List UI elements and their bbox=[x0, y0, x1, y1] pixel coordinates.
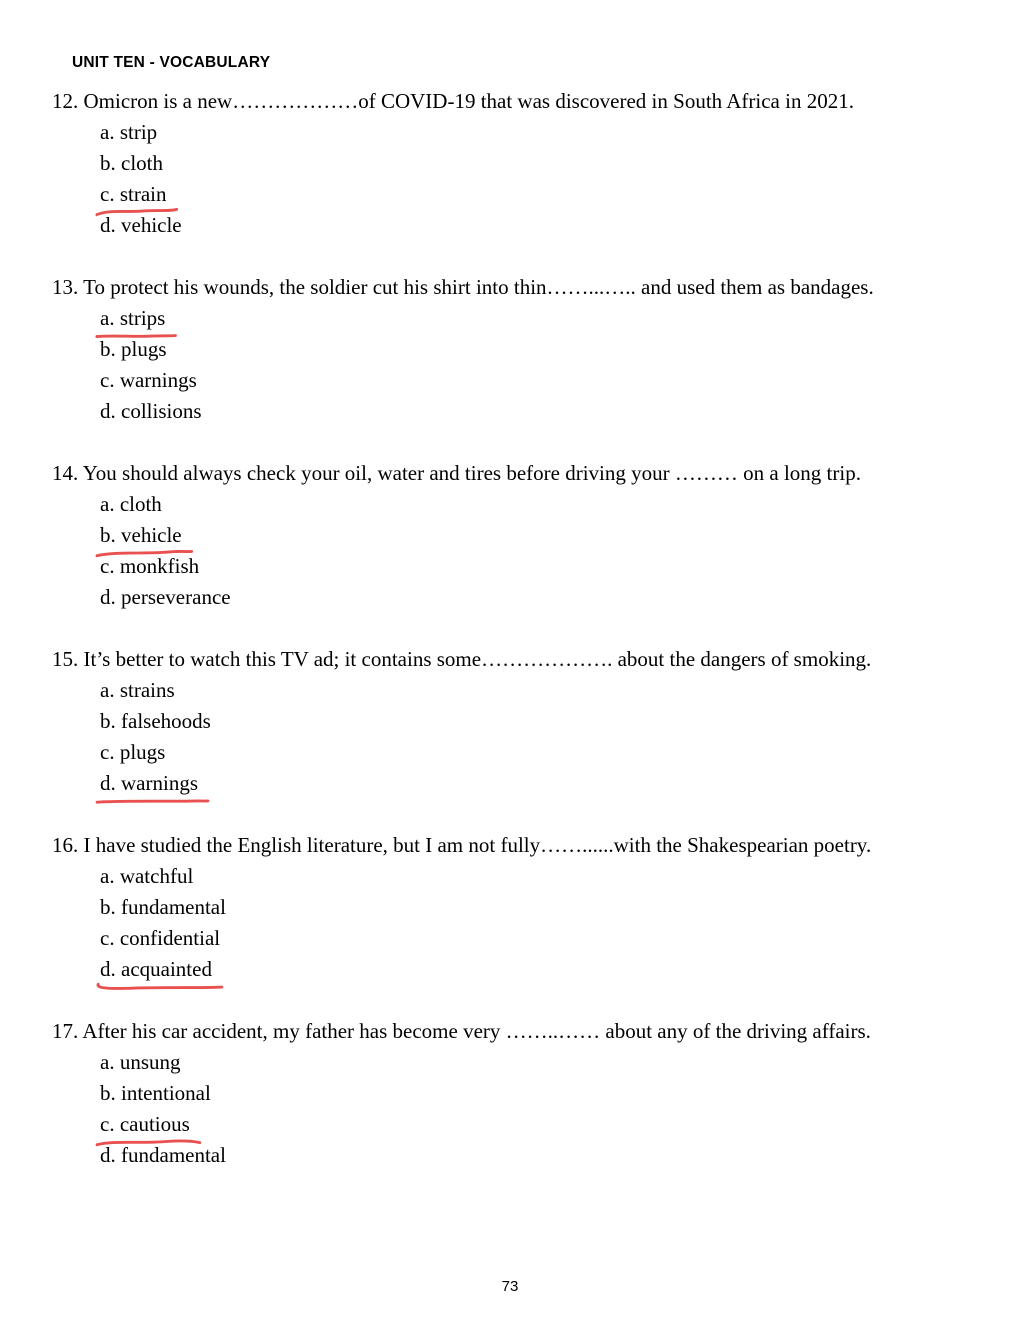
unit-header: UNIT TEN - VOCABULARY bbox=[72, 54, 271, 71]
answer-underline-mark bbox=[95, 981, 224, 992]
question-stem: 13. To protect his wounds, the soldier cut his shirt into thin……...….. and used them as bandages. bbox=[52, 275, 874, 299]
option-a: a. watchful bbox=[100, 864, 194, 888]
option-d: d. acquainted bbox=[100, 954, 982, 985]
option-c: c. plugs bbox=[100, 740, 166, 764]
options-list bbox=[52, 861, 982, 985]
option-d: d. perseverance bbox=[100, 585, 231, 609]
options-list bbox=[52, 1047, 982, 1171]
option-b: b. cloth bbox=[100, 151, 163, 175]
option-a: a. cloth bbox=[100, 492, 162, 516]
option-c: c. confidential bbox=[100, 926, 221, 950]
option-c: c. monkfish bbox=[100, 554, 200, 578]
option-b: b. vehicle bbox=[100, 520, 982, 551]
option-a: a. strips bbox=[100, 303, 982, 334]
answer-underline-mark bbox=[95, 795, 210, 806]
question-stem: 16. I have studied the English literature, but I am not fully……......with the Shakespearian poetry. bbox=[52, 833, 872, 857]
question-stem: 12. Omicron is a new………………of COVID-19 that was discovered in South Africa in 2021. bbox=[52, 89, 854, 113]
option-b: b. plugs bbox=[100, 337, 167, 361]
option-a: a. strains bbox=[100, 678, 175, 702]
question-stem: 15. It’s better to watch this TV ad; it contains some………………. about the dangers of smoking. bbox=[52, 647, 872, 671]
options-list bbox=[52, 303, 982, 427]
option-d: d. fundamental bbox=[100, 1143, 226, 1167]
page-number: 73 bbox=[501, 1278, 519, 1295]
options-list bbox=[52, 117, 982, 241]
question-13 bbox=[52, 272, 982, 427]
quiz-content bbox=[52, 86, 982, 1202]
option-a: a. strip bbox=[100, 120, 158, 144]
option-c: c. warnings bbox=[100, 368, 197, 392]
option-d: d. vehicle bbox=[100, 213, 182, 237]
option-b: b. fundamental bbox=[100, 895, 226, 919]
option-d: d. collisions bbox=[100, 399, 202, 423]
question-12 bbox=[52, 86, 982, 241]
option-b: b. falsehoods bbox=[100, 709, 211, 733]
question-stem: 14. You should always check your oil, water and tires before driving your ……… on a long trip. bbox=[52, 461, 861, 485]
option-c: c. cautious bbox=[100, 1109, 982, 1140]
question-14 bbox=[52, 458, 982, 613]
option-d: d. warnings bbox=[100, 768, 982, 799]
options-list bbox=[52, 675, 982, 799]
question-15 bbox=[52, 644, 982, 799]
question-17 bbox=[52, 1016, 982, 1171]
option-b: b. intentional bbox=[100, 1081, 211, 1105]
option-c: c. strain bbox=[100, 179, 982, 210]
question-16 bbox=[52, 830, 982, 985]
question-stem: 17. After his car accident, my father has become very ……..…… about any of the driving affairs. bbox=[52, 1019, 871, 1043]
options-list bbox=[52, 489, 982, 613]
option-a: a. unsung bbox=[100, 1050, 181, 1074]
